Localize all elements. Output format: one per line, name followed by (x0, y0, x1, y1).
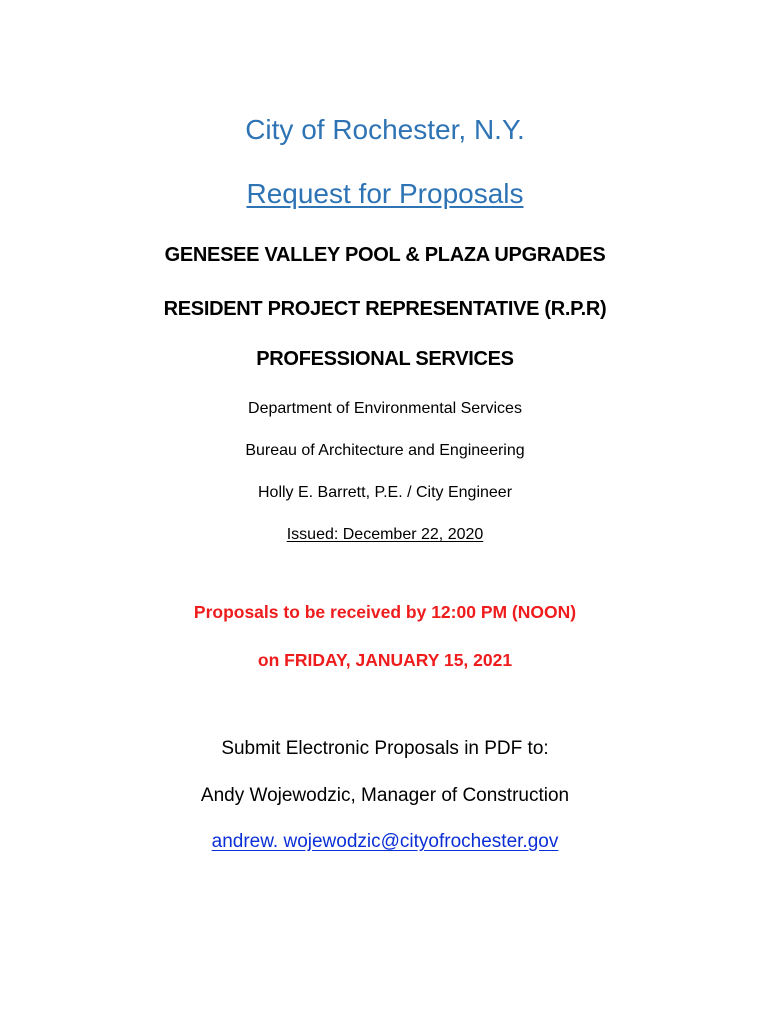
project-title-line-1: GENESEE VALLEY POOL & PLAZA UPGRADES (164, 244, 606, 266)
deadline-time: Proposals to be received by 12:00 PM (NOON) (193, 602, 577, 622)
submission-instruction: Submit Electronic Proposals in PDF to: (221, 738, 549, 759)
city-heading: City of Rochester, N.Y. (245, 114, 525, 145)
engineer-text: Holly E. Barrett, P.E. / City Engineer (257, 484, 513, 501)
submission-email-link[interactable]: andrew. wojewodzic@cityofrochester.gov (211, 831, 559, 852)
submission-contact: Andy Wojewodzic, Manager of Construction (200, 785, 570, 806)
deadline-date: on FRIDAY, JANUARY 15, 2021 (257, 650, 513, 670)
issued-date: Issued: December 22, 2020 (286, 526, 484, 543)
department-text: Department of Environmental Services (248, 400, 522, 417)
project-title-line-3: PROFESSIONAL SERVICES (256, 348, 514, 370)
document-type-heading: Request for Proposals (246, 178, 524, 209)
bureau-text: Bureau of Architecture and Engineering (245, 442, 525, 459)
project-title-line-2: RESIDENT PROJECT REPRESENTATIVE (R.P.R) (163, 298, 607, 320)
